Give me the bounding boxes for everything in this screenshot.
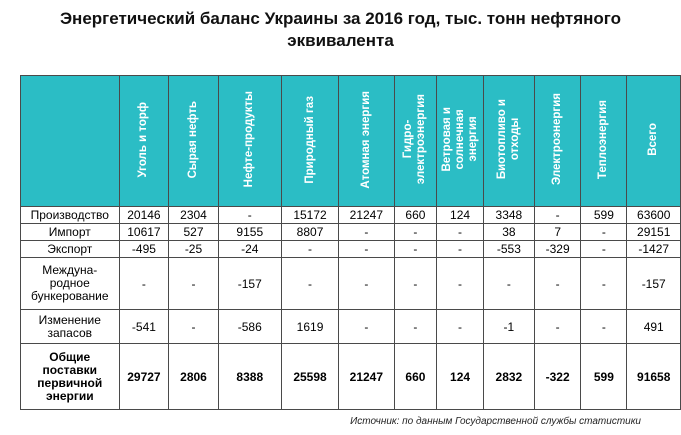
column-header: Сырая нефть (169, 76, 218, 207)
table-cell: 20146 (119, 207, 169, 224)
table-row-bunkering (21, 258, 681, 310)
table-cell: - (339, 258, 394, 310)
table-cell: - (119, 258, 169, 310)
table-cell: - (339, 310, 394, 344)
table-cell: -1427 (627, 241, 681, 258)
table-cell: - (281, 258, 338, 310)
table-cell: - (169, 310, 218, 344)
table-cell: 9155 (218, 224, 281, 241)
table-cell: -25 (169, 241, 218, 258)
row-label: Изменение запасов (21, 310, 120, 344)
table-cell: 1619 (281, 310, 338, 344)
column-header: Уголь и торф (119, 76, 169, 207)
table-cell: 660 (394, 344, 437, 410)
column-header: Нефте-продукты (218, 76, 281, 207)
table-cell: - (394, 224, 437, 241)
table-cell: 124 (437, 344, 484, 410)
table-row-total-supply (21, 344, 681, 410)
row-label: Импорт (21, 224, 120, 241)
table-cell: 8807 (281, 224, 338, 241)
table-cell: 7 (534, 224, 580, 241)
table-cell: - (394, 310, 437, 344)
table-cell: - (581, 310, 627, 344)
table-row-stock-change (21, 310, 681, 344)
table-cell: 2806 (169, 344, 218, 410)
table-cell: 124 (437, 207, 484, 224)
row-label: Междуна- родное бункерование (21, 258, 120, 310)
title-line-1: Энергетический баланс Украины за 2016 год, тыс. тонн нефтяного (59, 9, 622, 28)
table-row-production (21, 207, 681, 224)
table-cell: - (339, 241, 394, 258)
column-header: Теплоэнергия (581, 76, 627, 207)
table-title (0, 8, 681, 52)
table-cell: 63600 (627, 207, 681, 224)
table-cell: 491 (627, 310, 681, 344)
table-cell: - (437, 258, 484, 310)
table-cell: 599 (581, 344, 627, 410)
table-cell: - (483, 258, 534, 310)
table-cell: -1 (483, 310, 534, 344)
column-header: Биотопливо и отходы (483, 76, 534, 207)
table-cell: -157 (218, 258, 281, 310)
table-cell: 599 (581, 207, 627, 224)
table-row-export (21, 241, 681, 258)
table-cell: -322 (534, 344, 580, 410)
table-cell: - (534, 310, 580, 344)
table-cell: -586 (218, 310, 281, 344)
table-cell: - (534, 258, 580, 310)
table-cell: 38 (483, 224, 534, 241)
table-cell: - (169, 258, 218, 310)
table-cell: -553 (483, 241, 534, 258)
table-cell: 21247 (339, 207, 394, 224)
row-label: Общие поставки первичной энергии (21, 344, 120, 410)
title-line-2: эквивалента (287, 31, 394, 50)
row-label: Экспорт (21, 241, 120, 258)
column-header: Всего (627, 76, 681, 207)
table-cell: - (339, 224, 394, 241)
table-cell: 3348 (483, 207, 534, 224)
table-cell: - (281, 241, 338, 258)
energy-balance-table (20, 75, 681, 410)
row-label: Производство (21, 207, 120, 224)
table-cell: 527 (169, 224, 218, 241)
table-cell: - (394, 258, 437, 310)
table-cell: 660 (394, 207, 437, 224)
table-cell: -157 (627, 258, 681, 310)
table-cell: 91658 (627, 344, 681, 410)
table-cell: 15172 (281, 207, 338, 224)
column-header: Атомная энергия (339, 76, 394, 207)
table-cell: -24 (218, 241, 281, 258)
table-cell: 8388 (218, 344, 281, 410)
header-row (21, 76, 681, 207)
table-cell: - (581, 224, 627, 241)
column-header: Гидро- электроэнергия (394, 76, 437, 207)
table-cell: -329 (534, 241, 580, 258)
table-cell: - (437, 310, 484, 344)
header-corner-cell (21, 76, 120, 207)
table-cell: - (581, 241, 627, 258)
table-cell: - (437, 224, 484, 241)
table-cell: - (218, 207, 281, 224)
column-header: Природный газ (281, 76, 338, 207)
table-cell: - (581, 258, 627, 310)
table-cell: 29151 (627, 224, 681, 241)
table-cell: -541 (119, 310, 169, 344)
table-cell: 29727 (119, 344, 169, 410)
table-row-import (21, 224, 681, 241)
table-cell: - (394, 241, 437, 258)
column-header: Ветровая и солнечная энергия (437, 76, 484, 207)
table-cell: - (437, 241, 484, 258)
table-cell: - (534, 207, 580, 224)
column-header: Электроэнергия (534, 76, 580, 207)
table-cell: 21247 (339, 344, 394, 410)
table-cell: 25598 (281, 344, 338, 410)
source-note: Источник: по данным Государственной службы статистики (350, 416, 641, 427)
table-cell: 2832 (483, 344, 534, 410)
table-cell: -495 (119, 241, 169, 258)
table-cell: 10617 (119, 224, 169, 241)
table-cell: 2304 (169, 207, 218, 224)
